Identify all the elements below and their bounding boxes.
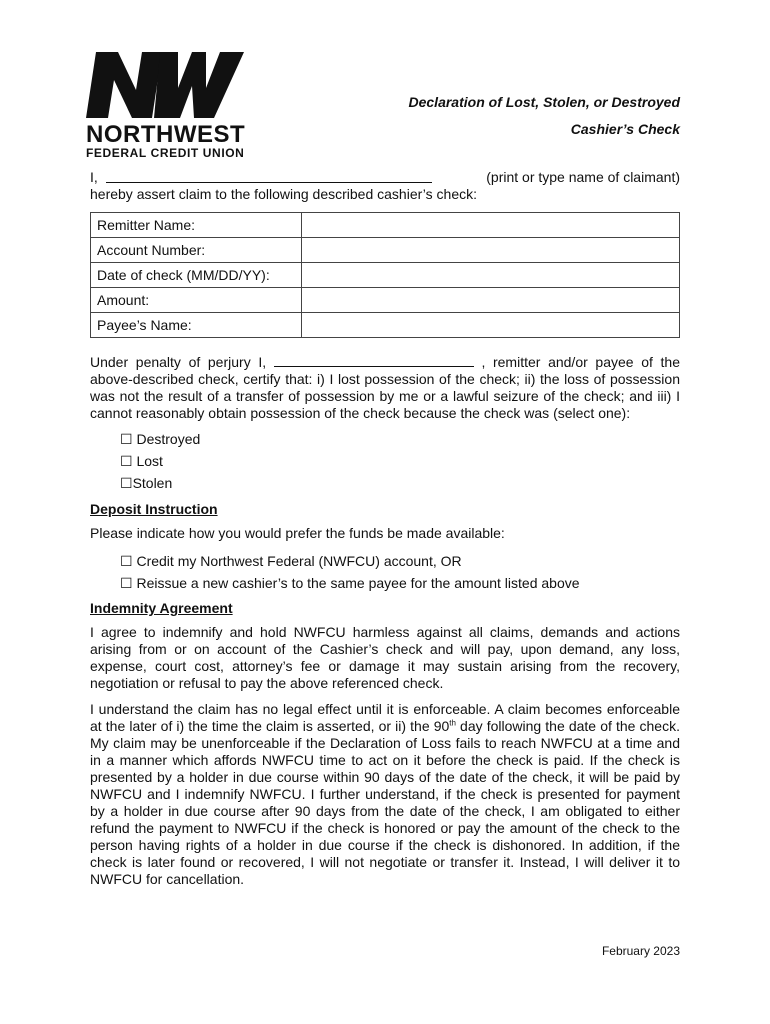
option-label: Destroyed	[136, 431, 201, 447]
perjury-text-before: Under penalty of perjury I,	[90, 354, 267, 370]
option-reissue-check[interactable]	[120, 575, 580, 592]
field-label: Payee’s Name:	[91, 313, 302, 338]
field-label: Account Number:	[91, 238, 302, 263]
perjury-name-field[interactable]	[274, 354, 474, 367]
checkbox-icon[interactable]: ☐	[120, 575, 133, 591]
table-row	[91, 213, 680, 238]
check-details-table	[90, 212, 680, 338]
claimant-assertion: hereby assert claim to the following described cashier’s check:	[90, 186, 478, 202]
option-credit-account[interactable]	[120, 553, 462, 570]
checkbox-icon[interactable]: ☐	[120, 553, 133, 569]
option-stolen[interactable]	[120, 475, 172, 492]
option-label: Reissue a new cashier’s to the same payee for the amount listed above	[136, 575, 580, 591]
deposit-prompt: Please indicate how you would prefer the funds be made available:	[90, 525, 505, 541]
checkbox-icon[interactable]: ☐	[120, 431, 133, 447]
table-row	[91, 288, 680, 313]
deposit-heading: Deposit Instruction	[90, 501, 218, 517]
perjury-statement	[90, 354, 680, 422]
logo-line1: NORTHWEST	[86, 121, 246, 148]
claimant-hint: (print or type name of claimant)	[486, 169, 680, 185]
indemnity-heading: Indemnity Agreement	[90, 600, 233, 616]
superscript-th: th	[449, 718, 456, 728]
remitter-name-field[interactable]	[302, 213, 680, 238]
document-title-line2: Cashier’s Check	[570, 121, 680, 137]
amount-field[interactable]	[302, 288, 680, 313]
checkbox-icon[interactable]: ☐	[120, 453, 133, 469]
paragraph-text: day following the date of the check. My claim may be unenforceable if the Declaration of Loss fails to reach NWFCU at a time and in a manner which affords NWFCU time to act on it before the check is paid. If the check is presented by a holder in due course within 90 days of the date of the check, it will be paid by NWFCU and I indemnify NWFCU. I further understand, if the check is presented for payment by a holder in due course after 90 days from the date of the check, I am obligated to either refund the payment to NWFCU if the check is honored or pay the amount of the check to the person having rights of a holder in due course if the check is dishonored. In addition, if the check is later found or recovered, I will not negotiate or transfer it. Instead, I will deliver it to NWFCU for cancellation.	[90, 718, 680, 887]
northwest-logo	[86, 48, 246, 160]
option-label: Credit my Northwest Federal (NWFCU) account, OR	[136, 553, 462, 569]
checkbox-icon[interactable]: ☐	[120, 475, 133, 491]
logo-line2: FEDERAL CREDIT UNION	[86, 146, 245, 160]
claimant-name-field[interactable]	[106, 182, 432, 183]
option-label: Stolen	[132, 475, 173, 491]
indemnity-paragraph-2	[90, 701, 680, 888]
field-label: Remitter Name:	[91, 213, 302, 238]
option-destroyed[interactable]	[120, 431, 200, 448]
indemnity-paragraph-1: I agree to indemnify and hold NWFCU harmless against all claims, demands and actions arising from or on account of the Cashier’s check and will pay, upon demand, any loss, expense, court cost, attorney’s fee or damage it may sustain arising from the recovery, negotiation or refusal to pay the above referenced check.	[90, 624, 680, 691]
perjury-text-after: , remitter and/or payee of the above-described check, certify that: i) I lost possession of the check; ii) the loss of possession was not the result of a transfer of possession by me or a lawful seizure of the check; and iii) I cannot reasonably obtain possession of the check because the check was (select one):	[90, 354, 681, 421]
claimant-prefix: I,	[90, 169, 98, 185]
paragraph-text: I understand the claim has no legal effect until it is enforceable. A claim becomes enforceable at the later of i) the time the claim is asserted, or ii) the 90	[90, 701, 680, 734]
option-lost[interactable]	[120, 453, 163, 470]
document-title-line1: Declaration of Lost, Stolen, or Destroyed	[408, 94, 680, 110]
nw-logo-mark-icon	[86, 48, 246, 118]
check-date-field[interactable]	[302, 263, 680, 288]
field-label: Date of check (MM/DD/YY):	[91, 263, 302, 288]
option-label: Lost	[136, 453, 163, 469]
table-row	[91, 238, 680, 263]
account-number-field[interactable]	[302, 238, 680, 263]
table-row	[91, 263, 680, 288]
table-row	[91, 313, 680, 338]
field-label: Amount:	[91, 288, 302, 313]
payee-name-field[interactable]	[302, 313, 680, 338]
revision-date: February 2023	[601, 944, 680, 958]
